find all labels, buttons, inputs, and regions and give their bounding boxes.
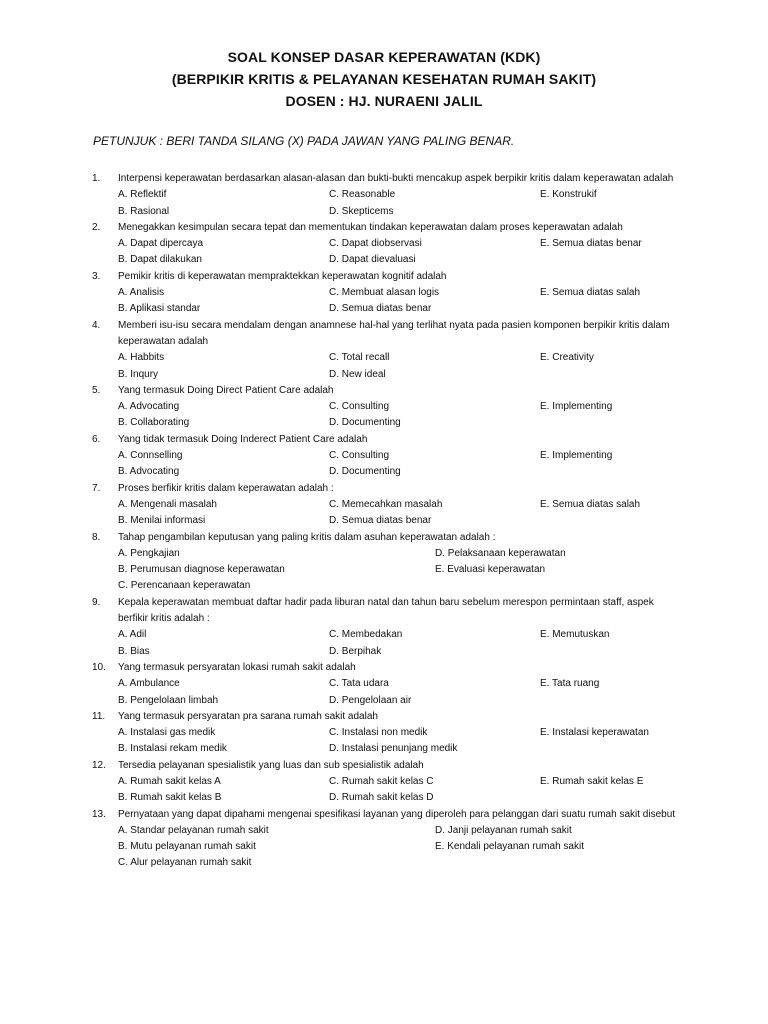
answer-option [435, 855, 695, 871]
question-item [92, 758, 692, 807]
answer-option[interactable]: C. Rumah sakit kelas C [329, 775, 434, 787]
answer-option[interactable]: B. Rasional [118, 205, 170, 217]
answer-options [92, 285, 692, 318]
answer-option[interactable]: A. Dapat dipercaya [118, 238, 204, 250]
answer-option[interactable]: B. Aplikasi standar [118, 303, 201, 315]
answer-option [540, 644, 700, 660]
answer-option[interactable]: B. Menilai informasi [118, 515, 206, 527]
question-text: Interpensi keperawatan berdasarkan alasan-alasan dan bukti-bukti mencakup aspek berpikir kritis dalam keperawatan adalah [118, 173, 674, 184]
answer-option[interactable]: C. Tata udara [329, 678, 389, 690]
answer-options [92, 187, 692, 220]
answer-option[interactable]: A. Connselling [118, 450, 183, 462]
answer-option[interactable]: C. Membedakan [329, 629, 403, 641]
answer-option [540, 204, 700, 220]
answer-option[interactable]: E. Kendali pelayanan rumah sakit [435, 841, 584, 853]
answer-option[interactable]: D. Berpihak [329, 645, 382, 657]
answer-option[interactable]: C. Consulting [329, 401, 390, 413]
answer-option[interactable]: D. Documenting [329, 417, 401, 429]
question-text: Proses berfikir kritis dalam keperawatan adalah : [118, 482, 334, 494]
answer-option[interactable]: A. Ambulance [118, 678, 180, 690]
answer-option[interactable]: D. Janji pelayanan rumah sakit [435, 824, 572, 836]
answer-option[interactable]: C. Membuat alasan logis [329, 287, 440, 299]
answer-option [540, 790, 700, 806]
answer-option[interactable]: B. Inqury [118, 368, 159, 380]
answer-option[interactable]: A. Adil [118, 629, 147, 641]
answer-option[interactable]: B. Bias [118, 645, 150, 657]
answer-option[interactable]: A. Reflektif [118, 189, 167, 201]
question-text: Yang termasuk persyaratan pra sarana rumah sakit adalah [118, 710, 378, 722]
question-text: Pemikir kritis di keperawatan mempraktekkan keperawatan kognitif adalah [118, 270, 447, 282]
answer-option[interactable]: A. Pengkajian [118, 547, 180, 559]
answer-option [540, 464, 700, 480]
answer-option[interactable]: E. Rumah sakit kelas E [540, 775, 644, 787]
answer-option[interactable]: D. Skepticems [329, 205, 394, 217]
answer-option [540, 415, 700, 431]
question-item [92, 318, 692, 383]
answer-options [92, 774, 692, 807]
question-number: 5. [92, 384, 101, 396]
answer-option[interactable]: B. Mutu pelayanan rumah sakit [118, 841, 256, 853]
answer-option [435, 578, 695, 594]
question-number: 10. [92, 661, 106, 673]
answer-option[interactable]: B. Pengelolaan limbah [118, 694, 219, 706]
document-subtitle: (BERPIKIR KRITIS & PELAYANAN KESEHATAN RUMAH SAKIT) [171, 71, 597, 87]
answer-option[interactable]: A. Mengenali masalah [118, 498, 217, 510]
answer-option[interactable]: A. Analisis [118, 287, 165, 299]
answer-option[interactable]: E. Memutuskan [540, 629, 610, 641]
question-number: 9. [92, 596, 101, 608]
question-item [92, 709, 692, 758]
question-item [92, 171, 692, 220]
answer-option[interactable]: D. Semua diatas benar [329, 303, 432, 315]
answer-option [540, 252, 700, 268]
question-item [92, 481, 692, 530]
answer-option[interactable]: E. Semua diatas salah [540, 287, 641, 299]
answer-option[interactable]: B. Perumusan diagnose keperawatan [118, 564, 285, 576]
answer-option[interactable]: E. Instalasi keperawatan [540, 727, 649, 739]
answer-option[interactable]: B. Dapat dilakukan [118, 254, 202, 266]
answer-option [540, 693, 700, 709]
question-number: 12. [92, 759, 106, 771]
answer-option[interactable]: C. Instalasi non medik [329, 727, 428, 739]
question-number: 8. [92, 531, 101, 543]
instruction-text: PETUNJUK : BERI TANDA SILANG (X) PADA JAWAN YANG PALING BENAR. [93, 134, 515, 148]
question-number: 6. [92, 433, 101, 445]
question-text: Memberi isu-isu secara mendalam dengan anamnese hal-hal yang terlihat nyata pada pasien komponen berpikir kritis dalam keperawatan adalah [118, 319, 670, 347]
answer-option[interactable]: E. Semua diatas benar [540, 238, 642, 250]
answer-option[interactable]: D. Dapat dievaluasi [329, 254, 416, 266]
answer-option[interactable]: E. Tata ruang [540, 678, 600, 690]
answer-option[interactable]: A. Instalasi gas medik [118, 727, 216, 739]
answer-option[interactable]: C. Reasonable [329, 189, 396, 201]
answer-option[interactable]: A. Advocating [118, 401, 180, 413]
question-number: 11. [92, 710, 106, 722]
answer-option[interactable]: D. Instalasi penunjang medik [329, 743, 458, 755]
answer-option[interactable]: D. Pengelolaan air [329, 694, 412, 706]
question-text: Tahap pengambilan keputusan yang paling kritis dalam asuhan keperawatan adalah : [118, 531, 496, 543]
question-text: Yang tidak termasuk Doing Inderect Patient Care adalah [118, 433, 368, 445]
question-number: 4. [92, 319, 101, 331]
answer-option[interactable]: C. Dapat diobservasi [329, 238, 422, 250]
answer-option[interactable]: C. Total recall [329, 352, 390, 364]
question-item [92, 432, 692, 481]
question-text: Yang termasuk Doing Direct Patient Care adalah [118, 384, 334, 396]
answer-options [92, 350, 692, 383]
answer-option[interactable]: D. Semua diatas benar [329, 515, 432, 527]
question-number: 7. [92, 482, 101, 494]
answer-option[interactable]: E. Konstrukif [540, 189, 597, 201]
question-number: 1. [92, 173, 101, 184]
question-text: Kepala keperawatan membuat daftar hadir pada liburan natal dan tahun baru sebelum merespon permintaan staff, aspek berfikir kritis adalah : [118, 596, 654, 625]
answer-options [92, 676, 692, 709]
answer-option[interactable]: B. Rumah sakit kelas B [118, 792, 222, 804]
question-text: Tersedia pelayanan spesialistik yang luas dan sub spesialistik adalah [118, 759, 424, 771]
answer-option[interactable]: D. Rumah sakit kelas D [329, 792, 434, 804]
answer-options [92, 725, 692, 758]
answer-option[interactable]: B. Collaborating [118, 417, 190, 429]
question-text: Pernyataan yang dapat dipahami mengenai spesifikasi layanan yang diperoleh para pelanggan dari suatu rumah sakit disebut [118, 808, 676, 820]
question-text: Yang termasuk persyaratan lokasi rumah sakit adalah [118, 661, 356, 673]
answer-options [92, 546, 692, 595]
answer-option[interactable]: A. Habbits [118, 352, 165, 364]
question-item [92, 383, 692, 432]
answer-option[interactable]: E. Implementing [540, 450, 613, 462]
answer-option[interactable]: C. Consulting [329, 450, 390, 462]
answer-option[interactable]: B. Advocating [118, 466, 180, 478]
question-item [92, 530, 692, 595]
answer-options [92, 399, 692, 432]
question-item [92, 660, 692, 709]
question-text: Menegakkan kesimpulan secara tepat dan mementukan tindakan keperawatan dalam proses keperawatan adalah [118, 221, 623, 233]
document-title: SOAL KONSEP DASAR KEPERAWATAN (KDK) [227, 49, 541, 65]
answer-option[interactable]: A. Standar pelayanan rumah sakit [118, 824, 269, 836]
answer-option[interactable]: E. Evaluasi keperawatan [435, 564, 546, 576]
question-item [92, 220, 692, 269]
answer-option[interactable]: D. New ideal [329, 368, 386, 380]
answer-options [92, 627, 692, 660]
question-number: 3. [92, 270, 101, 282]
answer-option [540, 367, 700, 383]
answer-option[interactable]: B. Instalasi rekam medik [118, 743, 227, 755]
answer-options [92, 448, 692, 481]
question-item [92, 807, 692, 872]
answer-option[interactable]: E. Semua diatas salah [540, 498, 641, 510]
answer-option[interactable]: C. Alur pelayanan rumah sakit [118, 857, 252, 869]
question-item [92, 595, 692, 660]
answer-options [92, 236, 692, 269]
answer-option[interactable]: E. Implementing [540, 401, 613, 413]
answer-option[interactable]: E. Creativity [540, 352, 594, 364]
answer-option[interactable]: D. Pelaksanaan keperawatan [435, 547, 566, 559]
lecturer-name: DOSEN : HJ. NURAENI JALIL [285, 93, 483, 109]
question-item [92, 269, 692, 318]
answer-options [92, 823, 692, 872]
answer-option[interactable]: A. Rumah sakit kelas A [118, 775, 221, 787]
answer-option [540, 513, 700, 529]
answer-option [540, 741, 700, 757]
question-number: 2. [92, 221, 101, 233]
question-number: 13. [92, 808, 106, 820]
question-list [92, 171, 692, 872]
answer-options [92, 497, 692, 530]
answer-option[interactable]: C. Perencanaan keperawatan [118, 580, 251, 592]
answer-option[interactable]: C. Memecahkan masalah [329, 498, 443, 510]
answer-option [540, 301, 700, 317]
answer-option[interactable]: D. Documenting [329, 466, 401, 478]
